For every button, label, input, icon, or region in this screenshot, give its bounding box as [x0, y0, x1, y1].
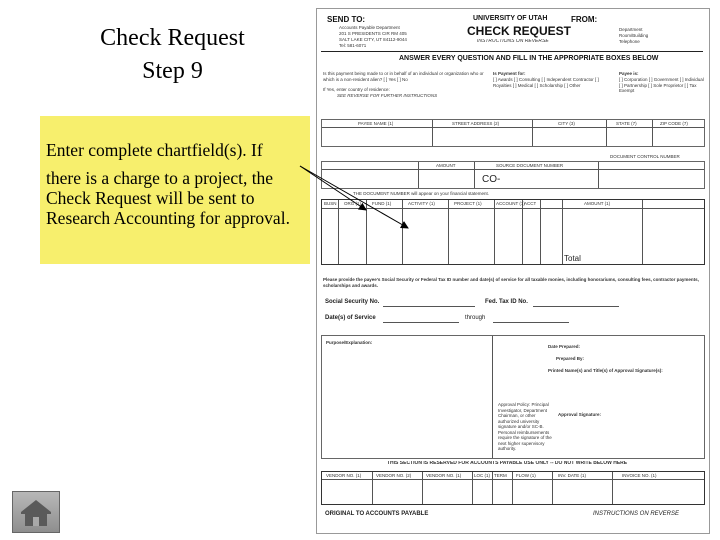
form-banner: ANSWER EVERY QUESTION AND FILL IN THE APPROPRIATE BOXES BELOW — [399, 55, 659, 62]
home-icon — [13, 492, 59, 532]
see-reverse-note: SEE REVERSE FOR FURTHER INSTRUCTIONS — [337, 93, 438, 98]
co-prefix: CO- — [482, 174, 501, 185]
col-busn: BUSN — [324, 201, 337, 206]
university-name: UNIVERSITY OF UTAH — [473, 15, 548, 22]
approval-policy: Approval Policy: Principal Investigator, Department Chairman, or other authorized university signature and/or SC-B. Personal reimbursements require the signature of the next higher supervisory authority. — [498, 402, 552, 451]
reserved-col-8: INVOICE NO. (1) — [622, 473, 657, 478]
slide-title-line-1: Check Request — [100, 25, 245, 51]
send-to-address-2: 201 S PRESIDENTS CIR RM 405 — [339, 31, 407, 36]
footer-instructions: INSTRUCTIONS ON REVERSE — [593, 511, 680, 517]
approval-signature-label: Approval Signature: — [558, 412, 602, 417]
send-to-address-1: Accounts Payable Department — [339, 25, 400, 30]
from-label: FROM: — [571, 15, 598, 24]
reserved-col-3: VENDOR NO. (1) — [426, 473, 462, 478]
dates-of-service-label: Date(s) of Service — [325, 315, 376, 321]
col-street-address: STREET ADDRESS (2) — [452, 121, 500, 126]
prepared-by-label: Prepared By: — [556, 356, 585, 361]
instruction-line-4: Research Accounting for approval. — [46, 208, 290, 228]
col-org: ORG (1) — [344, 201, 362, 206]
home-button[interactable] — [12, 491, 60, 533]
send-to-address-4: Tel: 581-6071 — [339, 43, 367, 48]
nonresident-question: Is this payment being made to or in behalf of an individual or organization who or which is a non-resident alien? [ ] Yes [ ] No — [323, 71, 484, 82]
slide-title-line-2: Step 9 — [142, 58, 203, 84]
from-room: Room/Building — [619, 33, 649, 38]
col-payee-name: PAYEE NAME (1) — [358, 121, 394, 126]
col-project: PROJECT (1) — [454, 201, 482, 206]
pointer-arrow-chartfield — [300, 166, 408, 228]
source-document-label: SOURCE DOCUMENT NUMBER — [496, 163, 564, 168]
send-to-address-3: SALT LAKE CITY, UT 84112-9044 — [339, 37, 407, 42]
document-control-label: DOCUMENT CONTROL NUMBER — [610, 154, 680, 159]
chartfield-note: THE DOCUMENT NUMBER will appear on your financial statement. — [353, 191, 489, 196]
payment-for-label: Is Payment for: — [493, 71, 526, 76]
reserved-col-5: TERM — [494, 473, 507, 478]
ssn-notice: Please provide the payee's Social Security or Federal Tax ID number and date(s) of service for all taxable monies, including honorariums, consulting fees, contractor payments, scholarships and awards. — [323, 277, 699, 288]
from-department: Department — [619, 27, 643, 32]
instructions-ref: INSTRUCTIONS ON REVERSE — [477, 39, 549, 44]
approval-names-label: Printed Name(s) and Title(s) of Approval Signature(s): — [548, 368, 663, 373]
col-amount: AMOUNT (1) — [584, 201, 611, 206]
payee-is-label: Payee is: — [619, 71, 639, 76]
reserved-col-2: VENDOR NO. (2) — [376, 473, 412, 478]
purpose-label: Purpose/Explanation: — [326, 340, 373, 345]
col-activity: ACTIVITY (1) — [408, 201, 435, 206]
send-to-label: SEND TO: — [327, 15, 366, 24]
col-city: CITY (3) — [558, 121, 575, 126]
instruction-line-2: there is a charge to a project, the — [46, 168, 274, 188]
date-prepared-label: Date Prepared: — [548, 344, 581, 349]
reserved-col-7: INV. DATE (1) — [558, 473, 587, 478]
col-state: STATE (7) — [616, 121, 637, 126]
reserved-col-1: VENDOR NO. (1) — [326, 473, 362, 478]
col-fund: FUND (1) — [372, 201, 392, 206]
reserved-col-4: LOC (1) — [474, 473, 491, 478]
reserved-col-6: FLOW (1) — [516, 473, 536, 478]
from-telephone: Telephone — [619, 39, 640, 44]
instruction-line-3: Check Request will be sent to — [46, 188, 255, 208]
instruction-line-1: Enter complete chartfield(s). If — [46, 140, 263, 160]
col-zip: ZIP CODE (7) — [660, 121, 688, 126]
payment-options: [ ] Awards [ ] Consulting [ ] Independent Contractor [ ] Royalties [ ] Medical [ ] Scholarship [ ] Other — [493, 77, 599, 88]
ssn-label: Social Security No. — [325, 299, 380, 305]
col-account: ACCOUNT (1) — [496, 201, 525, 206]
pointer-arrow-busn — [300, 166, 366, 210]
through-label: through — [465, 315, 486, 321]
total-label: Total — [564, 254, 581, 263]
col-acct: ACCT — [524, 201, 537, 206]
reserved-banner: THIS SECTION IS RESERVED FOR ACCOUNTS PAYABLE USE ONLY -- DO NOT WRITE BELOW HERE — [387, 461, 628, 466]
country-question: If Yes, enter country of residence: — [323, 87, 390, 92]
amount-label: AMOUNT — [436, 163, 456, 168]
footer-original: ORIGINAL TO ACCOUNTS PAYABLE — [325, 511, 429, 517]
payee-options: [ ] Corporation [ ] Government [ ] Individual [ ] Partnership [ ] Sole Proprietor [ ] Tax Exempt — [619, 77, 704, 93]
fed-tax-label: Fed. Tax ID No. — [485, 299, 528, 305]
form-title: CHECK REQUEST — [467, 24, 572, 38]
